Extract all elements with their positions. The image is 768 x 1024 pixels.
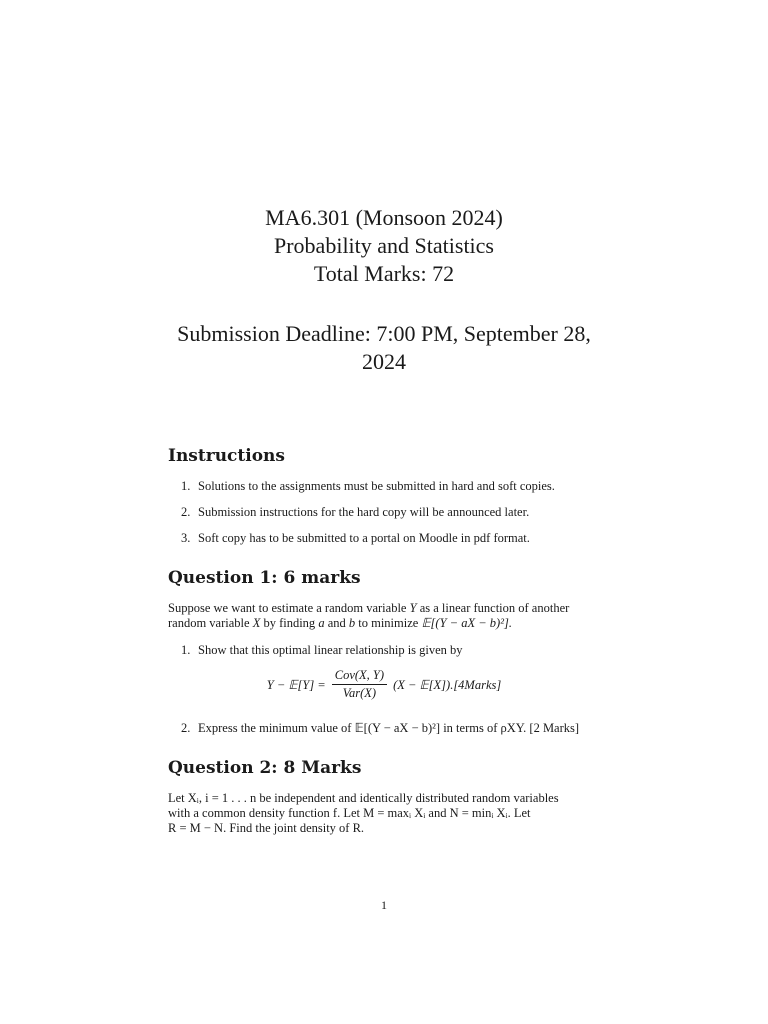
subject-title: Probability and Statistics	[274, 233, 494, 258]
instruction-item: 1. Solutions to the assignments must be submitted in hard and soft copies.	[181, 479, 555, 493]
title-block	[0, 204, 768, 288]
instructions-list	[181, 479, 621, 557]
question-1-part-2: 2. Express the minimum value of 𝔼[(Y − aX − b)²] in terms of ρXY. [2 Marks]	[181, 721, 580, 735]
question-2-heading: Question 2: 8 Marks	[168, 758, 362, 778]
total-marks: Total Marks: 72	[313, 261, 455, 286]
instructions-heading: Instructions	[168, 446, 285, 466]
linear-relationship-equation: Y − 𝔼[Y] = $\frac{\text{Cov(X, Y)}}{\text{Var(X)}}$ (X − 𝔼[X]).[4Marks]	[266, 668, 502, 700]
question-1-part-1: 1. Show that this optimal linear relationship is given by	[181, 643, 463, 657]
instruction-item: 3. Soft copy has to be submitted to a portal on Moodle in pdf format.	[181, 531, 530, 545]
fraction: $\frac{\text{Cov(X, Y)}}{\text{Var(X)}}$	[332, 668, 387, 701]
course-title: MA6.301 (Monsoon 2024)	[265, 205, 503, 230]
question-2-body: Let Xᵢ, i = 1 . . . n be independent and identically distributed random variables with a common density function f. Let M = maxᵢ Xᵢ and N = minᵢ Xᵢ. Let R = M − N. Find the joint density of R.	[168, 791, 559, 835]
instruction-item: 2. Submission instructions for the hard copy will be announced later.	[181, 505, 530, 519]
submission-deadline: Submission Deadline: 7:00 PM, September 28, 2024	[177, 321, 591, 374]
question-1-heading: Question 1: 6 marks	[168, 568, 361, 588]
page-number: 1	[381, 898, 387, 912]
question-1-intro: Suppose we want to estimate a random variable Y as a linear function of another random variable X by finding a and b to minimize 𝔼[(Y − aX − b)²].	[168, 601, 570, 630]
